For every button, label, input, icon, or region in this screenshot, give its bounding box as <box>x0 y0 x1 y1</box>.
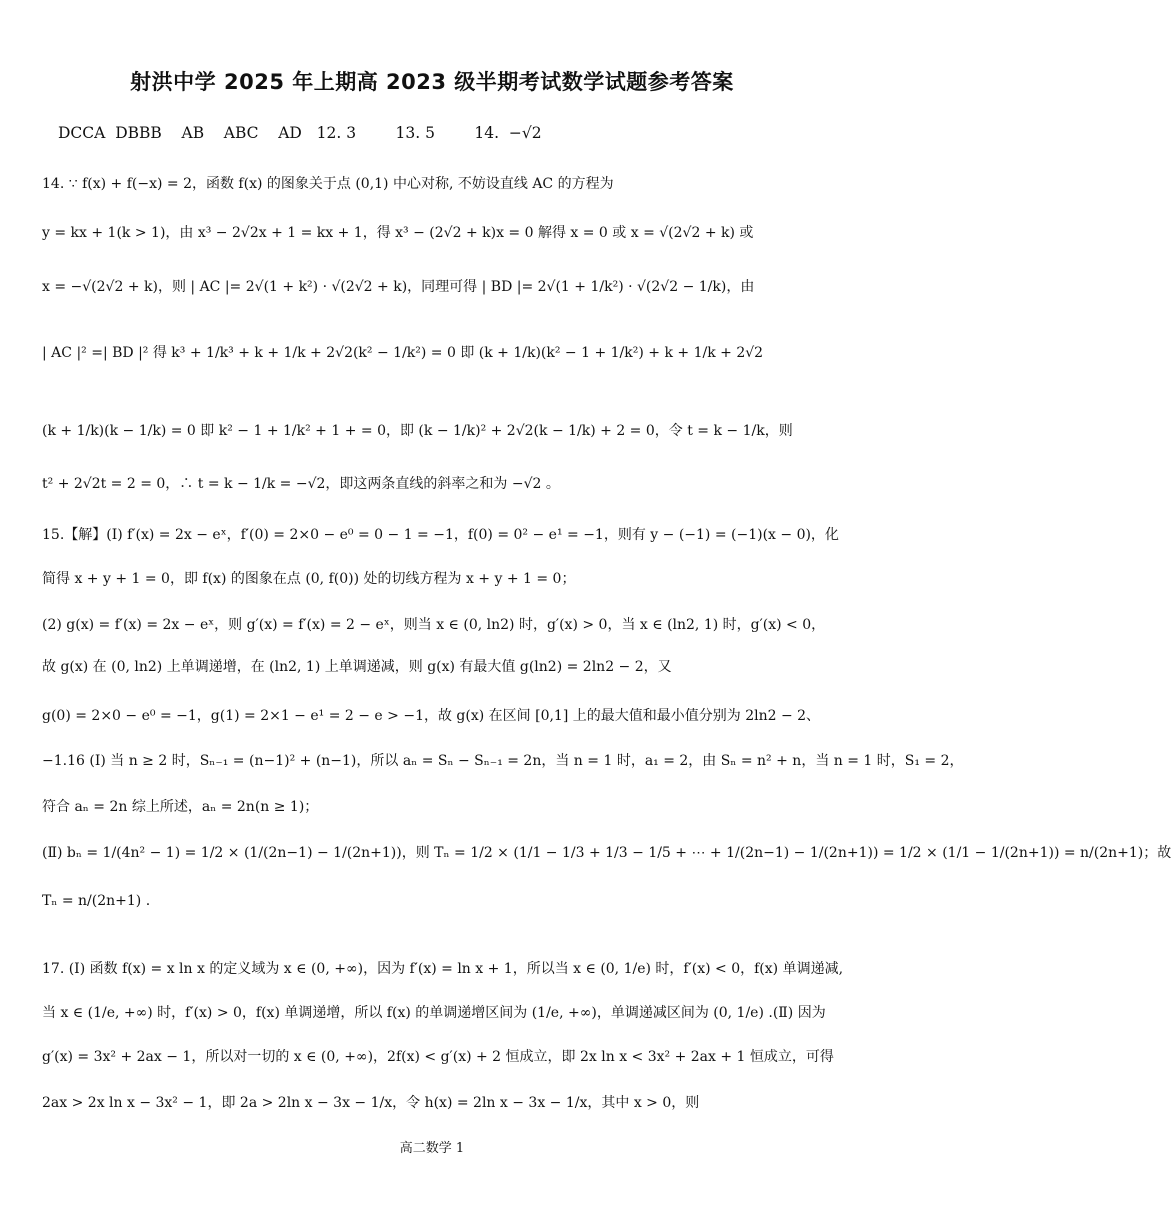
solution-line: g(0) = 2×0 − e⁰ = −1，g(1) = 2×1 − e¹ = 2 − e > −1，故 g(x) 在区间 [0,1] 上的最大值和最小值分别为 2ln2 − 2、 <box>42 708 821 724</box>
solution-line: y = kx + 1(k > 1)，由 x³ − 2√2x + 1 = kx + 1，得 x³ − (2√2 + k)x = 0 解得 x = 0 或 x = √(2√2 + k) 或 <box>42 225 754 241</box>
solution-line: 2ax > 2x ln x − 3x² − 1，即 2a > 2ln x − 3x − 1/x，令 h(x) = 2ln x − 3x − 1/x，其中 x > 0，则 <box>42 1095 700 1111</box>
solution-line: (2) g(x) = f′(x) = 2x − eˣ，则 g′(x) = f′(x) = 2 − eˣ，则当 x ∈ (0, ln2) 时，g′(x) > 0，当 x ∈ (ln2, 1) 时，g′(x) < 0， <box>42 617 826 633</box>
solution-line: 15.【解】(Ⅰ) f′(x) = 2x − eˣ，f′(0) = 2×0 − e⁰ = 0 − 1 = −1，f(0) = 0² − e¹ = −1，则有 y − (−1) = (−1)(x − 0)，化 <box>42 527 839 543</box>
solution-line: 17. (Ⅰ) 函数 f(x) = x ln x 的定义域为 x ∈ (0, +∞)，因为 f′(x) = ln x + 1，所以当 x ∈ (0, 1/e) 时，f′(x) < 0，f(x) 单调递减, <box>42 961 844 977</box>
page-footer: 高二数学 1 <box>399 1141 465 1156</box>
solution-line: Tₙ = n/(2n+1) . <box>42 893 151 909</box>
solution-line: (Ⅱ) bₙ = 1/(4n² − 1) = 1/2 × (1/(2n−1) − 1/(2n+1))，则 Tₙ = 1/2 × (1/1 − 1/3 + 1/3 − 1/5 + ⋯ + 1/(2n−1) − 1/(2n+1)) = 1/2 × (1/1 − 1/(2n+1)) = n/(2n+1)；故 <box>42 845 1171 861</box>
solution-line: | AC |² =| BD |² 得 k³ + 1/k³ + k + 1/k + 2√2(k² − 1/k²) = 0 即 (k + 1/k)(k² − 1 + 1/k²) + k + 1/k + 2√2 <box>42 345 764 361</box>
solution-line: (k + 1/k)(k − 1/k) = 0 即 k² − 1 + 1/k² + 1 + = 0，即 (k − 1/k)² + 2√2(k − 1/k) + 2 = 0，令 t = k − 1/k，则 <box>42 423 793 439</box>
page-title: 射洪中学 2025 年上期高 2023 级半期考试数学试题参考答案 <box>130 70 734 94</box>
solution-line: t² + 2√2t = 2 = 0，∴ t = k − 1/k = −√2，即这两条直线的斜率之和为 −√2 。 <box>42 476 560 492</box>
solution-line: 14. ∵ f(x) + f(−x) = 2，函数 f(x) 的图象关于点 (0,1) 中心对称, 不妨设直线 AC 的方程为 <box>42 176 614 192</box>
solution-line: g′(x) = 3x² + 2ax − 1，所以对一切的 x ∈ (0, +∞)，2f(x) < g′(x) + 2 恒成立，即 2x ln x < 3x² + 2ax + 1 恒成立，可得 <box>42 1049 834 1065</box>
solution-line: 故 g(x) 在 (0, ln2) 上单调递增，在 (ln2, 1) 上单调递减，则 g(x) 有最大值 g(ln2) = 2ln2 − 2，又 <box>42 659 672 675</box>
solution-line: 简得 x + y + 1 = 0，即 f(x) 的图象在点 (0, f(0)) 处的切线方程为 x + y + 1 = 0； <box>42 571 576 587</box>
solution-line: 当 x ∈ (1/e, +∞) 时，f′(x) > 0，f(x) 单调递增，所以 f(x) 的单调递增区间为 (1/e, +∞)，单调递减区间为 (0, 1/e) .(Ⅱ) 因为 <box>42 1005 826 1021</box>
solution-line: x = −√(2√2 + k)，则 | AC |= 2√(1 + k²) · √(2√2 + k)，同理可得 | BD |= 2√(1 + 1/k²) · √(2√2 − 1/k)，由 <box>42 279 755 295</box>
answer-key: DCCA DBBB AB ABC AD 12. 3 13. 5 14. −√2 <box>58 124 542 142</box>
solution-line: 符合 aₙ = 2n 综上所述，aₙ = 2n(n ≥ 1)； <box>42 799 319 815</box>
solution-line: −1.16 (Ⅰ) 当 n ≥ 2 时，Sₙ₋₁ = (n−1)² + (n−1)，所以 aₙ = Sₙ − Sₙ₋₁ = 2n，当 n = 1 时，a₁ = 2，由 Sₙ = n² + n，当 n = 1 时，S₁ = 2， <box>42 753 964 769</box>
